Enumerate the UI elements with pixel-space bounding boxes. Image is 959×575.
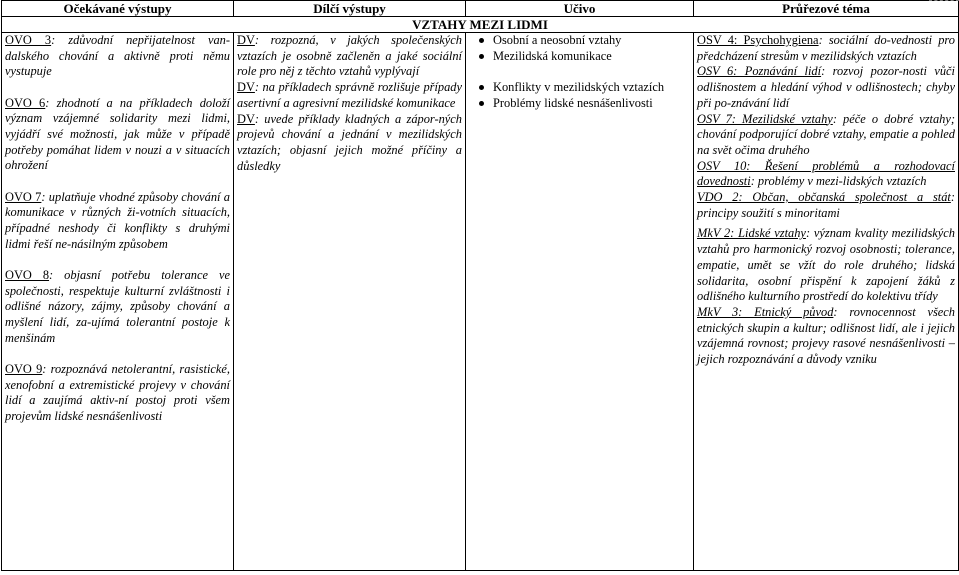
text-run: OSV 7: Mezilidské vztahy <box>697 111 833 126</box>
text-run: : péče o dobré vztahy; chování podporující dobré vztahy, empatie a pohled na svět očima druhého <box>697 111 955 157</box>
bullet-icon <box>479 85 484 90</box>
text-run: VDO 2: Občan, občanská společnost a stát <box>697 190 951 205</box>
ovo-6 <box>5 96 230 175</box>
curriculum-table <box>1 0 959 571</box>
text-run: MkV 3: Etnický původ <box>697 304 834 319</box>
text-run: : problémy v mezi-lidských vztazích <box>750 174 927 189</box>
expected-outputs-cell <box>2 33 234 571</box>
text-run: OSV 10: Řešení problémů a rozhodovací dovednosti <box>697 158 955 189</box>
curriculum-list <box>469 33 690 112</box>
osv-7 <box>697 112 955 159</box>
bullet-icon <box>479 38 484 43</box>
dv-roles <box>237 33 462 80</box>
cross-topic-cell <box>694 33 959 571</box>
bullet-icon <box>479 101 484 106</box>
header-cross-topic: Průřezové téma <box>694 1 959 17</box>
dv-assertive <box>237 80 462 111</box>
dv-behaviour <box>237 112 462 175</box>
page-edge-dashes <box>929 0 959 1</box>
vdo-2 <box>697 190 955 221</box>
ovo-7 <box>5 190 230 253</box>
text-run: : zdůvodní nepřijatelnost van-dalského chování a aktivně proti němu vystupuje <box>5 33 231 79</box>
ovo-3 <box>5 33 230 80</box>
text-run: OVO 6 <box>5 95 46 110</box>
section-title: VZTAHY MEZI LIDMI <box>2 17 959 33</box>
text-run: : principy soužití s minoritami <box>697 190 955 220</box>
text-run: : význam kvality mezilidských vztahů pro harmonický rozvoj osobnosti; tolerance, empatie, umět se vžít do role druhého; lidská solidarita, osobní přispění k zapojení žáků z odlišného kulturního prostředí do kolektivu třídy <box>697 226 955 304</box>
ovo-9 <box>5 362 230 425</box>
text-run: DV <box>237 111 255 126</box>
header-curriculum: Učivo <box>466 1 694 17</box>
content-row <box>2 33 959 571</box>
text-run: OVO 9 <box>5 361 43 376</box>
text-run: : rozpoznává netolerantní, rasistické, xenofobní a extremistické projevy v chování lidí a zaujímá aktiv-ní postoj proti všem projevům lidské nesnášenlivosti <box>5 361 230 424</box>
text-run: : rozpozná, v jakých společenských vztazích je osobně začleněn a jaké sociální role pro něj z těchto vztahů vyplývají <box>237 33 462 79</box>
header-expected-outputs: Očekávané výstupy <box>2 1 234 17</box>
text-run: : objasní potřebu tolerance ve společnosti, respektuje kulturní zvláštnosti i odlišné názory, zájmy, způsoby chování a myšlení lidí, za-ujímá tolerantní postoje k menšinám <box>5 267 231 345</box>
text-run: : na příkladech správně rozlišuje případy asertivní a agresivní mezilidské komunikace <box>237 80 462 110</box>
mkv-3 <box>697 305 955 368</box>
osv-10 <box>697 159 955 190</box>
list-item: Problémy lidské nesnášenlivosti <box>479 96 690 112</box>
curriculum-cell <box>466 33 694 571</box>
header-row <box>2 1 959 17</box>
osv-4 <box>697 33 955 64</box>
text-run: OSV 6: Poznávání lidí <box>697 64 822 79</box>
bullet-icon <box>479 54 484 59</box>
text-run: : rovnocennost všech etnických skupin a kultur; odlišnost lidí, ale i jejich vzájemná rovnost; projevy rasové nesnášenlivosti – jejich rozpoznávání a důvody vzniku <box>697 304 955 367</box>
text-run: : uplatňuje vhodné způsoby chování a komunikace v různých ži-votních situacích, případné neshody či konflikty s druhými lidmi řeší ne-násilným způsobem <box>5 189 230 251</box>
section-row <box>2 17 959 33</box>
text-run: OVO 3 <box>5 33 52 47</box>
osv-6 <box>697 64 955 111</box>
text-run: OVO 7 <box>5 189 42 204</box>
ovo-8 <box>5 268 230 347</box>
text-run: OVO 8 <box>5 267 50 282</box>
list-item: Konflikty v mezilidských vztazích <box>479 80 690 96</box>
text-run: MkV 2: Lidské vztahy <box>697 226 806 241</box>
header-partial-outputs: Dílčí výstupy <box>234 1 466 17</box>
list-item: Mezilidská komunikace <box>479 49 690 65</box>
text-run: : uvede příklady kladných a zápor-ných projevů chování a jednání v mezilidských vztazích; objasní jejich možné příčiny a důsledky <box>237 111 462 173</box>
text-run: OSV 4: Psychohygiena <box>697 33 819 47</box>
text-run: : rozvoj pozor-nosti vůči odlišnostem a hledání výhod v odlišnostech; chyby při po-znávání lidí <box>697 64 955 110</box>
text-run: DV <box>237 33 255 47</box>
text-run: DV <box>237 80 255 95</box>
partial-outputs-cell <box>234 33 466 571</box>
mkv-2 <box>697 226 955 305</box>
text-run: : zhodnotí a na příkladech doloží význam vzájemné solidarity mezi lidmi, vyjádří své možnosti, jak může v případě potřeby pomáhat lidem v nouzi a v situacích ohrožení <box>5 95 231 173</box>
text-run: : sociální do-vednosti pro předcházení stresům v mezilidských vztazích <box>697 33 955 63</box>
list-item: Osobní a neosobní vztahy <box>479 33 690 49</box>
